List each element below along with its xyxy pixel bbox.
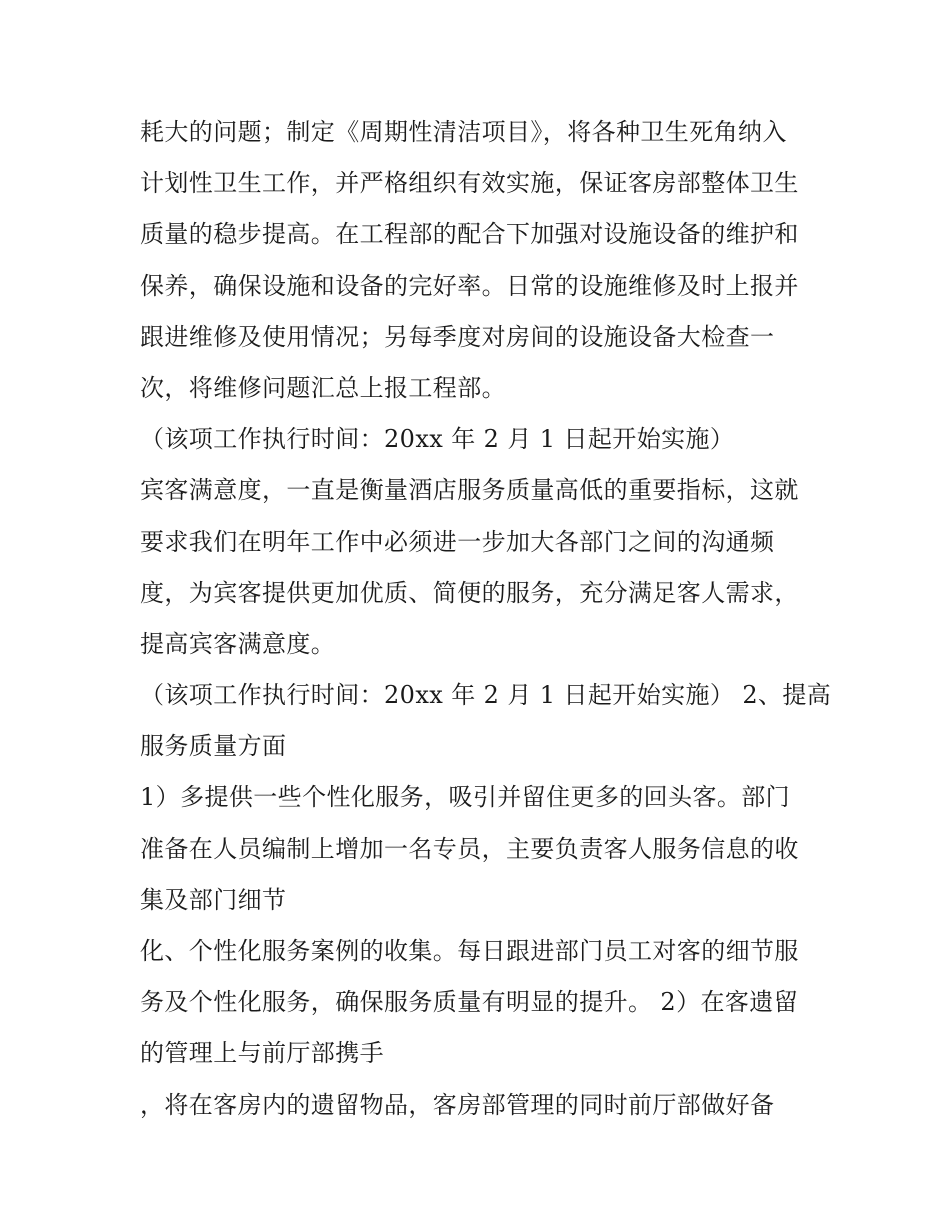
text-line: 宾客满意度，一直是衡量酒店服务质量高低的重要指标，这就 (140, 476, 799, 505)
text-line: 1）多提供一些个性化服务，吸引并留住更多的回头客。部门 (140, 783, 791, 812)
document-body (140, 107, 832, 1131)
text-line: 准备在人员编制上增加一名专员，主要负责客人服务信息的收 (140, 834, 799, 863)
text-line: 服务质量方面 (140, 732, 287, 761)
text-line: 跟进维修及使用情况；另每季度对房间的设施设备大检查一 (140, 322, 775, 351)
text-line: 要求我们在明年工作中必须进一步加大各部门之间的沟通频 (140, 527, 775, 556)
text-line: 提高宾客满意度。 (140, 629, 336, 658)
text-line: 化、个性化服务案例的收集。每日跟进部门员工对客的细节服 (140, 937, 799, 965)
text-line: 保养，确保设施和设备的完好率。日常的设施维修及时上报并 (140, 271, 799, 300)
text-line: 集及部门细节 (140, 885, 287, 914)
text-line: 度，为宾客提供更加优质、简便的服务，充分满足客人需求， (140, 578, 799, 607)
text-line: 次，将维修问题汇总上报工程部。 (140, 373, 506, 402)
text-line: ，将在客房内的遗留物品，客房部管理的同时前厅部做好备 (140, 1090, 775, 1119)
text-line: （该项工作执行时间：20xx 年 2 月 1 日起开始实施） (140, 425, 735, 454)
text-line: 的管理上与前厅部携手 (140, 1039, 384, 1068)
text-line: 质量的稳步提高。在工程部的配合下加强对设施设备的维护和 (140, 220, 799, 249)
text-line: （该项工作执行时间：20xx 年 2 月 1 日起开始实施） 2、提高 (140, 681, 832, 710)
text-line: 耗大的问题；制定《周期性清洁项目》，将各种卫生死角纳入 (140, 118, 787, 146)
text-line: 计划性卫生工作，并严格组织有效实施，保证客房部整体卫生 (140, 169, 799, 198)
text-line: 务及个性化服务，确保服务质量有明显的提升。 2）在客遗留 (140, 988, 799, 1017)
